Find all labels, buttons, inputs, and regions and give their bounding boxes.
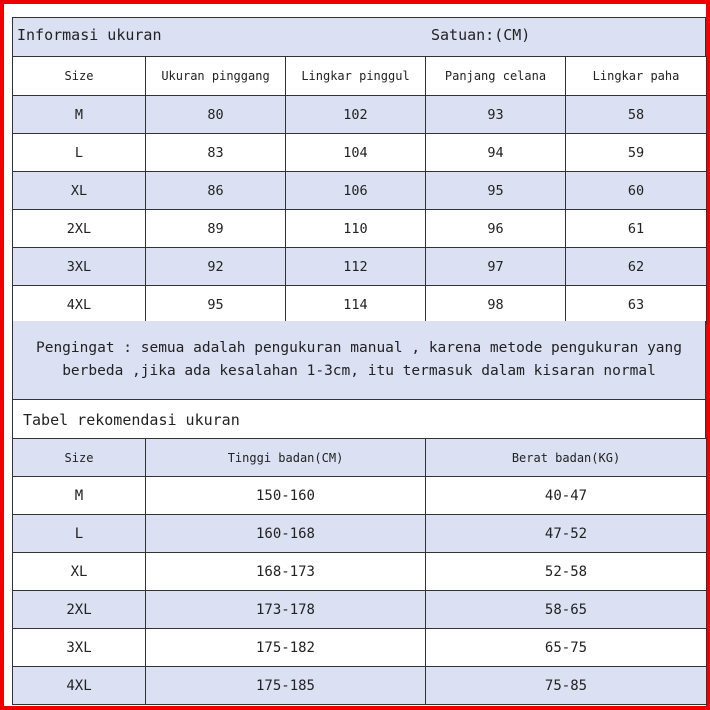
recommendation-title: Tabel rekomendasi ukuran [23,411,240,429]
header-size: Size [13,57,146,96]
header-height: Tinggi badan(CM) [146,439,426,477]
reminder-note [12,321,706,399]
header-size: Size [13,439,146,477]
table-row [13,248,707,286]
size-info-header-row [13,57,707,96]
weight-cell: 52-58 [426,553,707,591]
table-row [13,286,707,324]
length-cell: 94 [426,134,566,172]
recommendation-header-row [13,439,707,477]
height-cell: 175-185 [146,667,426,705]
size-cell: 2XL [13,210,146,248]
recommendation-title-bar [12,399,706,438]
height-cell: 175-182 [146,629,426,667]
header-thigh: Lingkar paha [566,57,707,96]
header-weight: Berat badan(KG) [426,439,707,477]
waist-cell: 86 [146,172,286,210]
table-row [13,172,707,210]
size-cell: L [13,134,146,172]
size-cell: M [13,96,146,134]
height-cell: 168-173 [146,553,426,591]
table-row [13,96,707,134]
table-row [13,134,707,172]
size-cell: L [13,515,146,553]
waist-cell: 92 [146,248,286,286]
size-info-title-bar [12,17,706,56]
length-cell: 98 [426,286,566,324]
weight-cell: 58-65 [426,591,707,629]
recommendation-table [12,438,707,705]
height-cell: 173-178 [146,591,426,629]
header-waist: Ukuran pinggang [146,57,286,96]
size-cell: 3XL [13,248,146,286]
length-cell: 96 [426,210,566,248]
thigh-cell: 62 [566,248,707,286]
hip-cell: 110 [286,210,426,248]
length-cell: 93 [426,96,566,134]
size-cell: 4XL [13,286,146,324]
size-info-table [12,56,707,324]
waist-cell: 83 [146,134,286,172]
weight-cell: 65-75 [426,629,707,667]
height-cell: 160-168 [146,515,426,553]
reminder-line-1: Pengingat : semua adalah pengukuran manual , karena metode pengukuran yang [35,340,682,356]
size-info-title: Informasi ukuran [17,26,162,44]
weight-cell: 40-47 [426,477,707,515]
thigh-cell: 60 [566,172,707,210]
thigh-cell: 63 [566,286,707,324]
unit-label: Satuan:(CM) [431,26,531,44]
size-cell: 4XL [13,667,146,705]
table-row [13,667,707,705]
length-cell: 95 [426,172,566,210]
header-hip: Lingkar pinggul [286,57,426,96]
waist-cell: 95 [146,286,286,324]
size-cell: M [13,477,146,515]
waist-cell: 80 [146,96,286,134]
size-cell: XL [13,553,146,591]
size-cell: 3XL [13,629,146,667]
length-cell: 97 [426,248,566,286]
hip-cell: 104 [286,134,426,172]
size-chart-content [12,17,706,707]
weight-cell: 75-85 [426,667,707,705]
height-cell: 150-160 [146,477,426,515]
size-cell: 2XL [13,591,146,629]
thigh-cell: 59 [566,134,707,172]
table-row [13,515,707,553]
hip-cell: 102 [286,96,426,134]
thigh-cell: 58 [566,96,707,134]
reminder-line-2: berbeda ,jika ada kesalahan 1-3cm, itu termasuk dalam kisaran normal [62,363,656,379]
table-row [13,591,707,629]
table-row [13,629,707,667]
thigh-cell: 61 [566,210,707,248]
hip-cell: 106 [286,172,426,210]
table-row [13,553,707,591]
weight-cell: 47-52 [426,515,707,553]
waist-cell: 89 [146,210,286,248]
header-length: Panjang celana [426,57,566,96]
hip-cell: 114 [286,286,426,324]
table-row [13,210,707,248]
size-cell: XL [13,172,146,210]
table-row [13,477,707,515]
hip-cell: 112 [286,248,426,286]
